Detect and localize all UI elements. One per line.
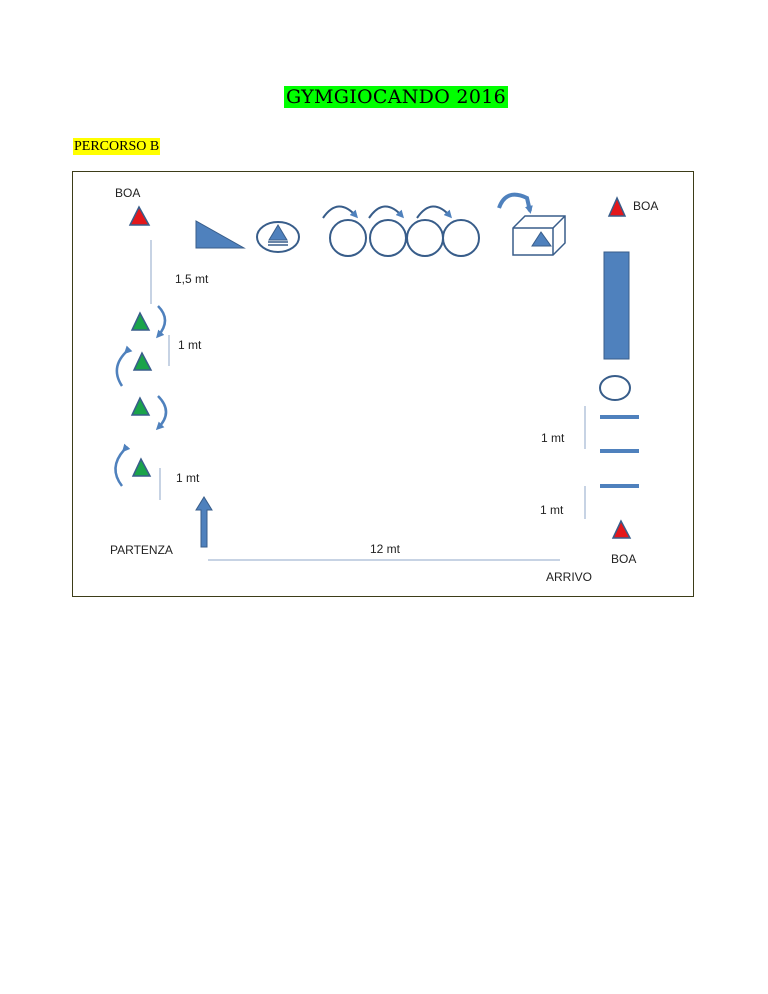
roll-arrow-icon — [323, 206, 356, 218]
turn-arrow-icon — [117, 352, 126, 386]
bar-obstacle-icon — [600, 415, 639, 419]
slalom-cone-icon — [132, 398, 149, 415]
hoop-icon — [370, 220, 406, 256]
hoop-icon — [407, 220, 443, 256]
bar-obstacle-icon — [600, 449, 639, 453]
roll-arrow-icon — [417, 206, 450, 218]
hoop-icon — [330, 220, 366, 256]
course-label: PERCORSO B — [74, 139, 160, 154]
boa-label-bottom-right: BOA — [611, 552, 637, 566]
buoy-cone-icon — [130, 207, 149, 225]
turn-arrow-icon — [158, 306, 165, 336]
finish-label: ARRIVO — [546, 570, 593, 584]
distance-label-1d: 1 mt — [540, 503, 564, 517]
roll-arrow-icon — [499, 195, 530, 211]
start-arrow-icon — [196, 497, 212, 547]
start-label: PARTENZA — [110, 543, 173, 557]
distance-label-1b: 1 mt — [176, 471, 200, 485]
hoop-icon — [443, 220, 479, 256]
buoy-cone-icon — [613, 521, 630, 538]
boa-label-top-left: BOA — [115, 186, 141, 200]
buoy-cone-icon — [609, 198, 625, 216]
distance-label-1-5: 1,5 mt — [175, 272, 209, 286]
wedge-ramp-icon — [196, 221, 244, 248]
distance-label-1a: 1 mt — [178, 338, 202, 352]
hoop-icon — [600, 376, 630, 400]
turn-arrow-icon — [115, 450, 124, 486]
turn-arrow-icon — [158, 396, 166, 428]
page-title: GYMGIOCANDO 2016 — [286, 86, 506, 108]
stacked-cones-icon — [269, 225, 287, 240]
slalom-cone-icon — [133, 459, 150, 476]
slalom-cone-icon — [132, 313, 149, 330]
boa-label-top-right: BOA — [633, 199, 659, 213]
mat-icon — [604, 252, 629, 359]
bar-obstacle-icon — [600, 484, 639, 488]
slalom-cone-icon — [134, 353, 151, 370]
distance-label-1c: 1 mt — [541, 431, 565, 445]
distance-label-12: 12 mt — [370, 542, 401, 556]
roll-arrow-icon — [369, 206, 402, 218]
